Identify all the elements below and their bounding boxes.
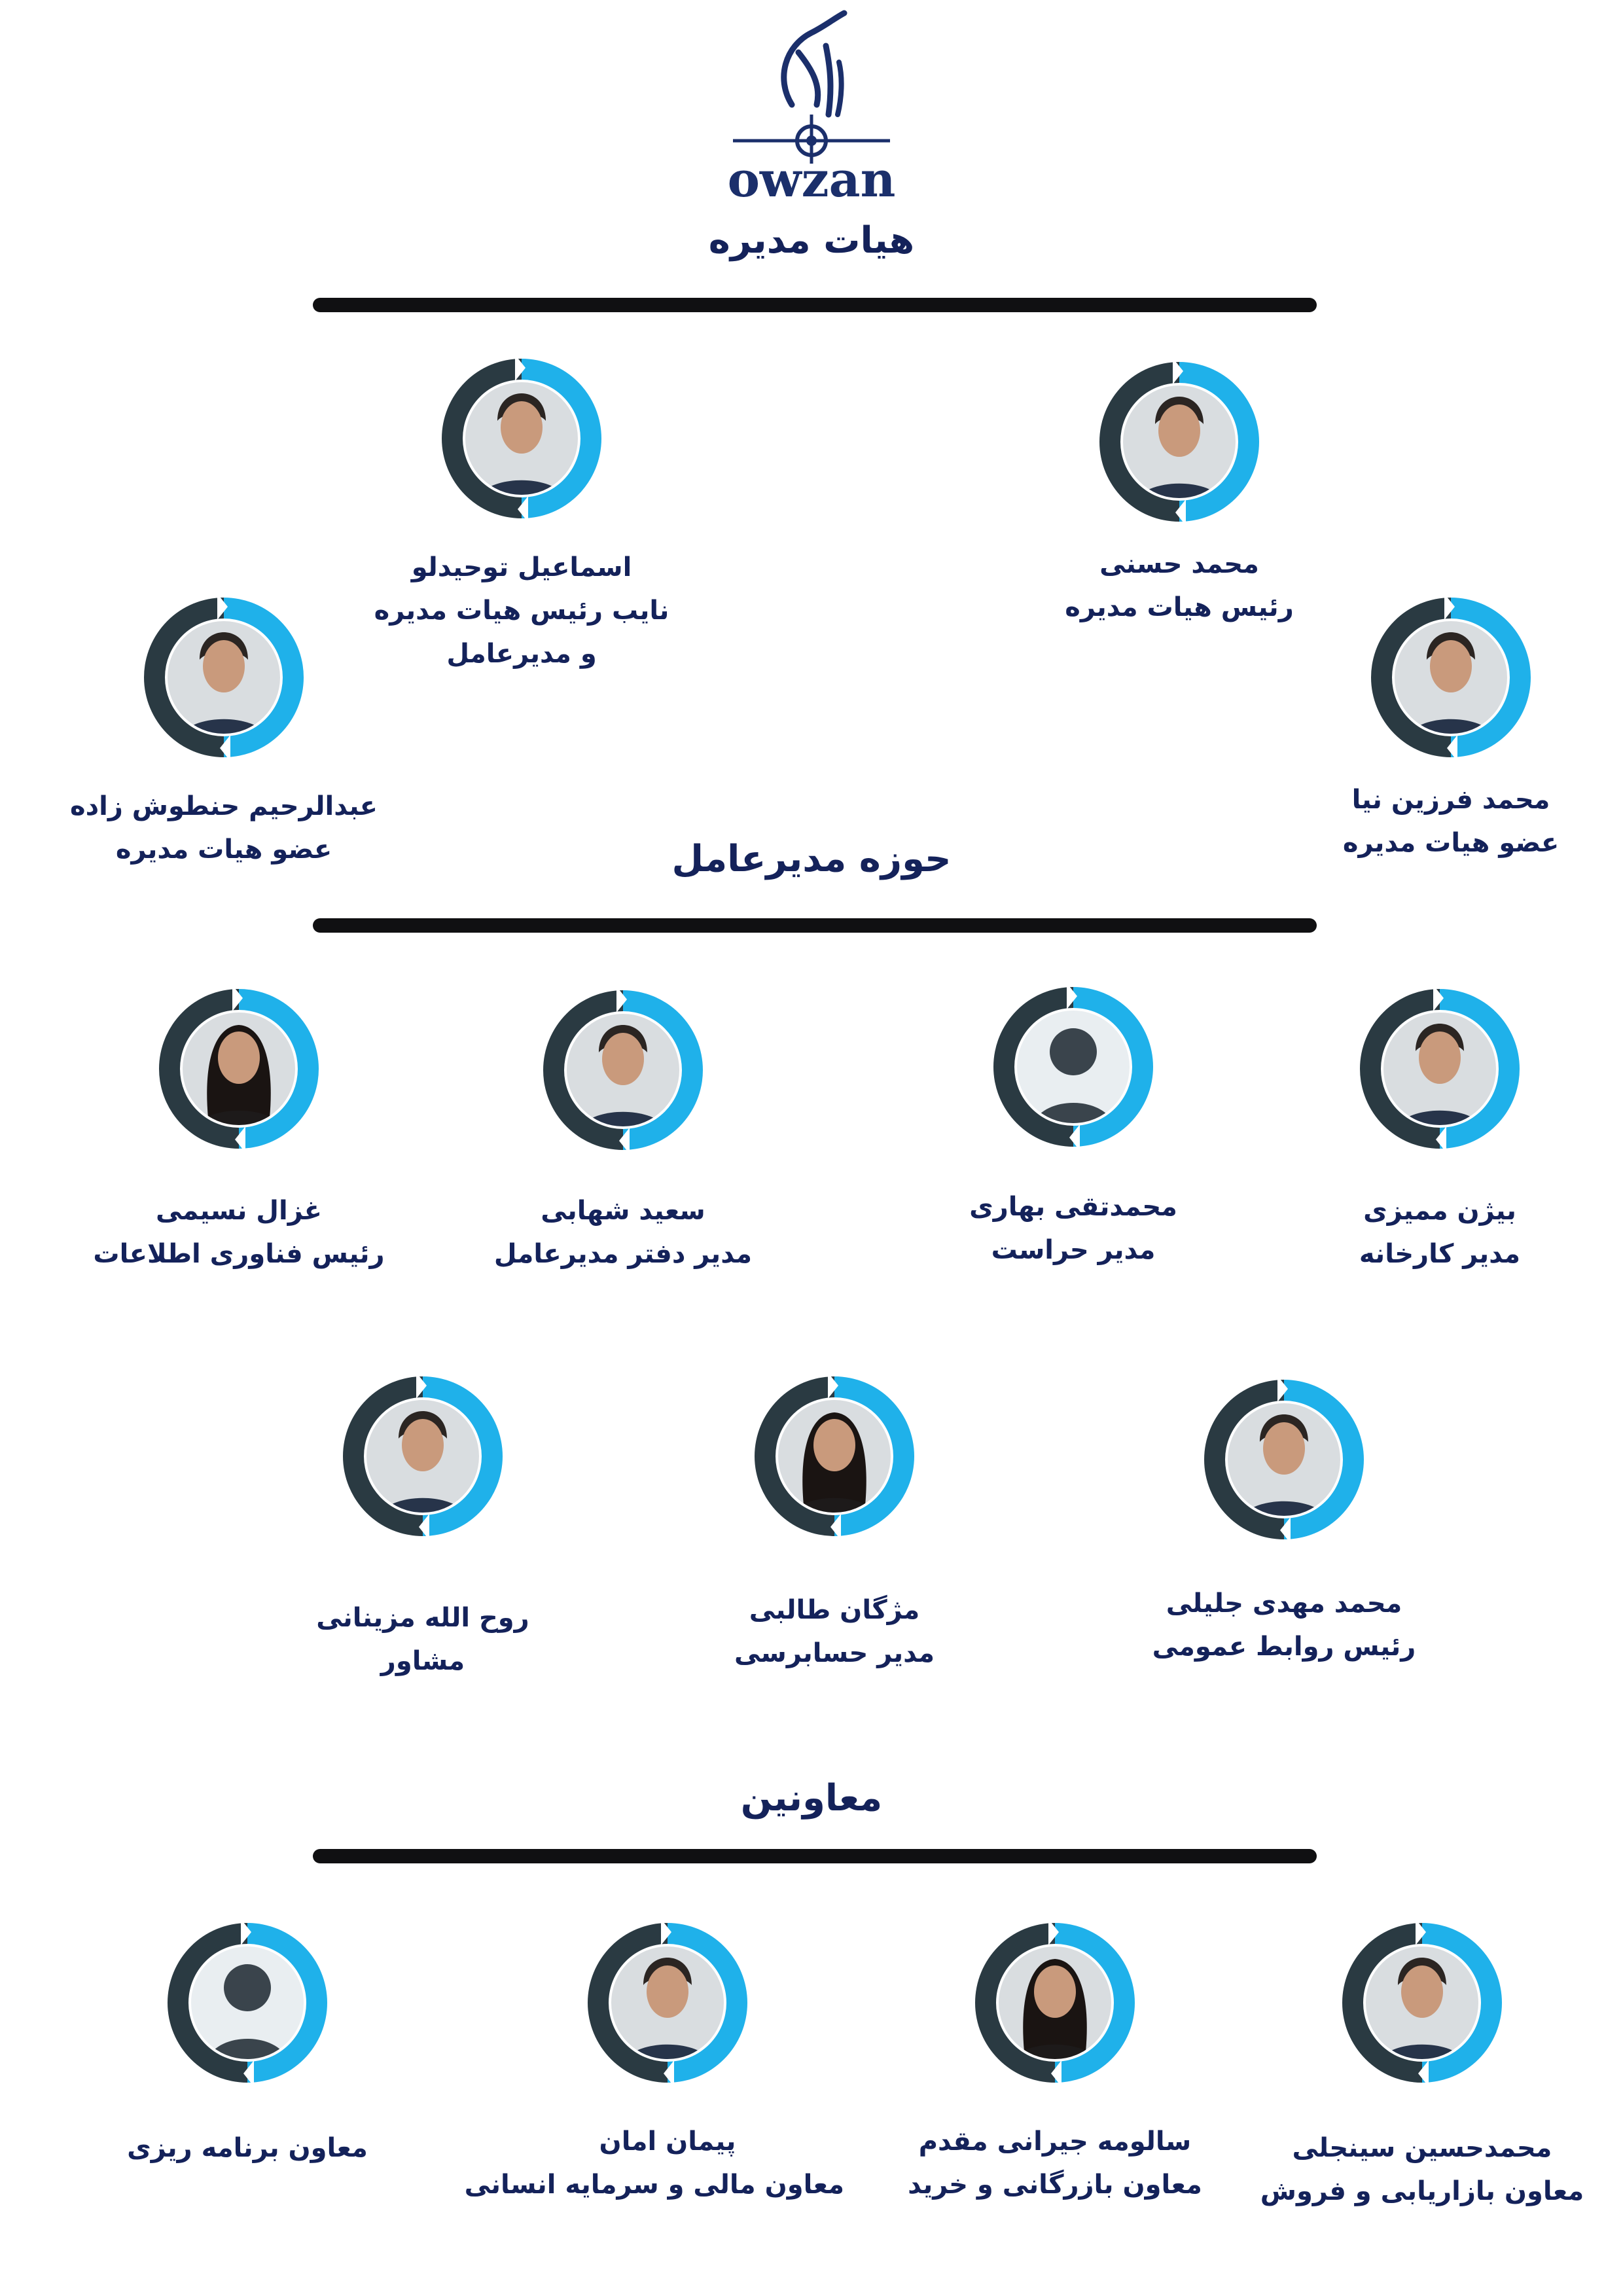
member-name: محمد حسنی: [1099, 549, 1259, 579]
member-name: پیمان امان: [599, 2126, 736, 2157]
profile-ring: [1196, 1371, 1372, 1548]
member-name: مژگان طالبی: [749, 1595, 920, 1625]
member-card: [464, 1914, 844, 2251]
member-name: غزال نسیمی: [156, 1196, 322, 1226]
member-role: نایب رئیس هیات مدیره: [374, 596, 669, 626]
member-name: اسماعیل توحیدلو: [411, 552, 632, 583]
profile-ring: [579, 1914, 756, 2091]
member-photo: [334, 1368, 511, 1545]
member-role: عضو هیات مدیره: [1342, 828, 1560, 858]
member-card: [62, 980, 416, 1321]
member-role: مدیر کارخانه: [1359, 1239, 1521, 1269]
member-photo: [579, 1914, 756, 2091]
member-name: محمدحسین سینجلی: [1292, 2133, 1552, 2163]
section-title-ceo-office: حوزه مدیرعامل: [671, 838, 952, 880]
member-name: بیژن ممیزی: [1363, 1196, 1516, 1226]
member-photo: [159, 1914, 336, 2091]
member-card: [47, 589, 401, 916]
member-card: [71, 1914, 424, 2258]
profile-ring: [159, 1914, 336, 2091]
member-role: معاون بازرگانی و خرید: [908, 2170, 1202, 2200]
member-card: [1107, 1371, 1461, 1713]
member-photo: [985, 978, 1162, 1155]
member-role: رئیس فناوری اطلاعات: [93, 1239, 385, 1269]
member-role: مدیر حراست: [991, 1235, 1156, 1265]
member-card: [246, 1368, 599, 1728]
section-divider-deputies: [313, 1849, 1317, 1863]
profile-ring: [151, 980, 327, 1157]
member-photo: [1363, 589, 1539, 766]
member-name: عبدالرحیم حنطوش زاده: [69, 791, 378, 821]
member-name: سعید شهابی: [541, 1196, 705, 1226]
member-card: [878, 1914, 1232, 2251]
member-photo: [1196, 1371, 1372, 1548]
member-name: محمدتقی بهاری: [969, 1192, 1177, 1222]
section-divider-board: [313, 298, 1317, 312]
member-name: محمد فرزین نیا: [1351, 785, 1550, 815]
member-photo: [1091, 353, 1268, 530]
member-role: رئیس روابط عمومی: [1152, 1632, 1416, 1662]
member-role: رئیس هیات مدیره: [1065, 592, 1294, 622]
profile-ring: [334, 1368, 511, 1545]
section-title-board: هیات مدیره: [708, 219, 915, 262]
member-card: [1245, 1914, 1599, 2258]
owzan-logo: [713, 7, 910, 203]
member-name: محمد مهدی جلیلی: [1166, 1588, 1402, 1619]
profile-ring: [1091, 353, 1268, 530]
member-card: [1274, 589, 1623, 910]
member-role: معاون برنامه ریزی: [127, 2133, 368, 2163]
member-photo: [1351, 980, 1528, 1157]
profile-ring: [535, 982, 711, 1158]
profile-ring: [433, 350, 610, 527]
member-photo: [135, 589, 312, 766]
profile-ring: [1363, 589, 1539, 766]
profile-ring: [746, 1368, 923, 1545]
profile-ring: [985, 978, 1162, 1155]
member-role: عضو هیات مدیره: [115, 834, 332, 865]
member-role: مدیر حسابرسی: [734, 1638, 935, 1668]
section-title-deputies: معاونین: [740, 1777, 883, 1820]
profile-ring: [1334, 1914, 1510, 2091]
member-photo: [1334, 1914, 1510, 2091]
member-role: معاون بازاریابی و فروش: [1260, 2176, 1584, 2206]
member-photo: [535, 982, 711, 1158]
member-name: روح الله مزینانی: [316, 1603, 529, 1633]
member-card: [446, 982, 800, 1321]
member-name: سالومه جیرانی مقدم: [918, 2126, 1192, 2157]
member-photo: [967, 1914, 1143, 2091]
section-divider-ceo-office: [313, 918, 1317, 933]
member-photo: [433, 350, 610, 527]
member-photo: [746, 1368, 923, 1545]
member-role: معاون مالی و سرمایه انسانی: [464, 2170, 844, 2200]
member-photo: [151, 980, 327, 1157]
profile-ring: [1351, 980, 1528, 1157]
member-role: مدیر دفتر مدیرعامل: [493, 1239, 753, 1269]
profile-ring: [135, 589, 312, 766]
member-card: [1263, 980, 1616, 1321]
owzan-logo-mark: [713, 7, 910, 203]
member-role: مشاور: [380, 1646, 465, 1676]
member-card: [897, 978, 1250, 1317]
member-role-secondary: و مدیرعامل: [446, 639, 597, 669]
logo-latin-text: owzan: [727, 152, 896, 203]
profile-ring: [967, 1914, 1143, 2091]
member-card: [658, 1368, 1011, 1720]
